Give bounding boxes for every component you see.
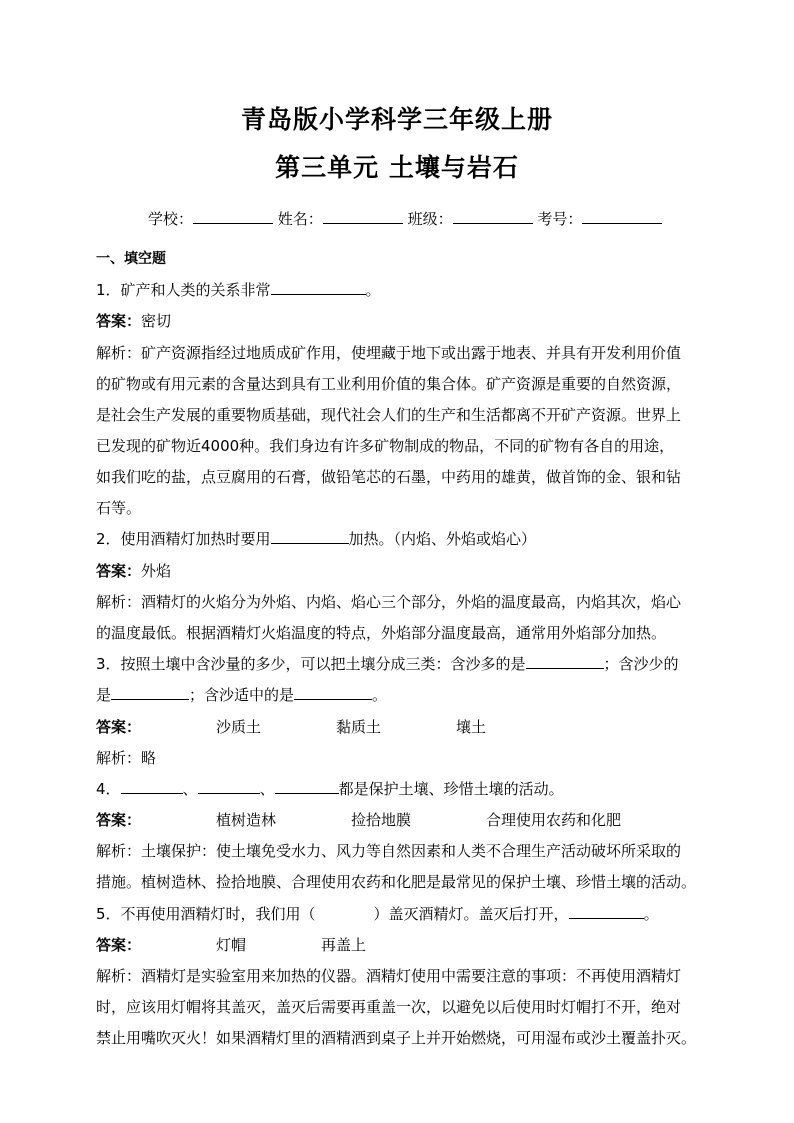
question-4	[96, 778, 564, 799]
question-3-text-4: ；含沙适中的是	[189, 686, 295, 704]
question-5-blank[interactable]	[569, 904, 644, 919]
question-3-text-2: ；含沙少的	[603, 655, 679, 673]
answer-label: 答案：	[96, 562, 142, 580]
question-5	[96, 903, 659, 924]
question-5-text: 5．不再使用酒精灯时，我们用（	[96, 905, 316, 923]
question-4-blank-2[interactable]	[198, 779, 260, 794]
question-4-blank-3[interactable]	[275, 779, 339, 794]
answer-2-value: 外焰	[141, 562, 172, 580]
question-1-end: 。	[365, 281, 381, 299]
answer-label: 答案：	[96, 718, 142, 736]
answer-3-value-3: 壤土	[456, 718, 487, 736]
question-4-blank-1[interactable]	[121, 779, 183, 794]
question-4-text: 都是保护土壤、珍惜土壤的活动。	[338, 780, 564, 798]
analysis-4-line: 措施。植树造林、捡拾地膜、合理使用农药和化肥是最常见的保护土壤、珍惜土壤的活动。	[96, 873, 697, 891]
analysis-2-line: 解析：酒精灯的火焰分为外焰、内焰、焰心三个部分，外焰的温度最高，内焰其次，焰心	[96, 593, 682, 611]
analysis-1-line: 石等。	[96, 499, 142, 517]
question-2-blank[interactable]	[271, 529, 349, 544]
question-5-text-2: ）盖灭酒精灯。盖灭后打开，	[373, 905, 569, 923]
question-4-number: 4．	[96, 780, 121, 798]
analysis-1-line: 解析：矿产资源指经过地质成矿作用，使埋藏于地下或出露于地表、并具有开发利用价值	[96, 344, 682, 362]
answer-5-value-1: 灯帽	[216, 936, 247, 954]
answer-label: 答案：	[96, 312, 142, 330]
analysis-1-line: 已发现的矿物近4000种。我们身边有许多矿物制成的物品，不同的矿物有各自的用途，	[96, 437, 675, 455]
name-label: 姓名：	[277, 210, 323, 228]
answer-1-value: 密切	[141, 312, 172, 330]
answer-4-value-1: 植树造林	[216, 811, 277, 829]
question-2	[96, 528, 536, 549]
analysis-1-line: 如我们吃的盐，点豆腐用的石膏，做铅笔芯的石墨，中药用的雄黄，做首饰的金、银和钻	[96, 468, 682, 486]
analysis-2-line: 的温度最低。根据酒精灯火焰温度的特点，外焰部分温度最高，通常用外焰部分加热。	[96, 624, 667, 642]
analysis-5-line: 禁止用嘴吹灭火！如果酒精灯里的酒精洒到桌子上并开始燃烧，可用湿布或沙土覆盖扑灭。	[96, 1029, 697, 1047]
answer-label: 答案：	[96, 811, 142, 829]
page-subtitle: 第三单元 土壤与岩石	[275, 153, 519, 182]
school-field[interactable]	[193, 209, 273, 224]
question-1	[96, 279, 381, 300]
analysis-3-line: 解析：略	[96, 749, 157, 767]
school-label: 学校：	[148, 210, 194, 228]
question-3-end: 。	[372, 686, 388, 704]
question-2-text: 2．使用酒精灯加热时要用	[96, 530, 271, 548]
class-field[interactable]	[453, 209, 533, 224]
question-3-blank-1[interactable]	[526, 654, 604, 669]
question-3-blank-2[interactable]	[111, 685, 189, 700]
answer-3	[96, 716, 486, 737]
answer-1	[96, 310, 171, 331]
answer-3-value-2: 黏质土	[336, 718, 382, 736]
analysis-4-line: 解析：土壤保护：使土壤免受水力、风力等自然因素和人类不合理生产活动破坏所采取的	[96, 842, 682, 860]
class-label: 班级：	[407, 210, 453, 228]
analysis-5-line: 时，应该用灯帽将其盖灭，盖灭后需要再重盖一次，以避免以后使用时灯帽打不开，绝对	[96, 998, 682, 1016]
answer-5-value-2: 再盖上	[321, 936, 367, 954]
answer-label: 答案：	[96, 936, 142, 954]
question-4-sep: 、	[259, 780, 275, 798]
answer-4-value-2: 捡拾地膜	[351, 811, 412, 829]
analysis-1-line: 是社会生产发展的重要物质基础，现代社会人们的生产和生活都离不开矿产资源。世界上	[96, 406, 682, 424]
answer-3-value-1: 沙质土	[216, 718, 262, 736]
question-3-text-3: 是	[96, 686, 112, 704]
question-3	[96, 653, 679, 674]
question-2-text-end: 加热。（内焰、外焰或焰心）	[348, 530, 537, 548]
question-1-text: 1．矿产和人类的关系非常	[96, 281, 271, 299]
analysis-5-line: 解析：酒精灯是实验室用来加热的仪器。酒精灯使用中需要注意的事项：不再使用酒精灯	[96, 967, 682, 985]
question-3-cont	[96, 684, 387, 705]
analysis-1-line: 的矿物或有用元素的含量达到具有工业利用价值的集合体。矿产资源是重要的自然资源，	[96, 375, 682, 393]
name-field[interactable]	[323, 209, 403, 224]
page-title: 青岛版小学科学三年级上册	[240, 105, 553, 134]
id-label: 考号：	[537, 210, 583, 228]
answer-5	[96, 934, 366, 955]
answer-4-value-3: 合理使用农药和化肥	[486, 811, 622, 829]
question-4-sep: 、	[182, 780, 198, 798]
section-title: 一、填空题	[96, 251, 166, 267]
student-info-row	[148, 208, 662, 229]
question-3-blank-3[interactable]	[294, 685, 372, 700]
question-1-blank[interactable]	[271, 280, 366, 295]
question-5-end: 。	[643, 905, 659, 923]
answer-2	[96, 560, 171, 581]
answer-4	[96, 809, 621, 830]
id-field[interactable]	[582, 209, 662, 224]
question-3-text: 3．按照土壤中含沙量的多少，可以把土壤分成三类：含沙多的是	[96, 655, 526, 673]
